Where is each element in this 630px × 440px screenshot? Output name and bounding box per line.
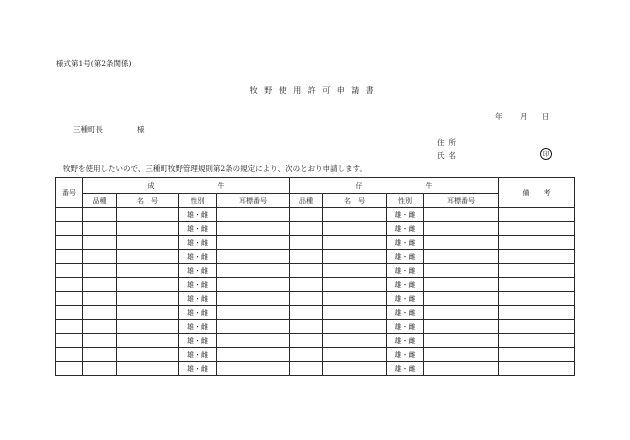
cell-adult-sex: 雄・雌 [179,250,217,264]
table-header-row [56,178,575,194]
subheader-adult-sex: 性別 [179,194,217,208]
cell-adult-eartag[interactable] [217,306,290,320]
cell-adult-eartag[interactable] [217,334,290,348]
subheader-calf-eartag: 耳標番号 [424,194,499,208]
cell-calf-breed[interactable] [290,348,323,362]
cell-adult-name[interactable] [117,292,179,306]
cell-adult-eartag[interactable] [217,264,290,278]
seal-mark: 印 [540,148,552,160]
cell-adult-eartag[interactable] [217,278,290,292]
cell-calf-sex: 雄・雌 [387,208,424,222]
table-row [56,208,575,222]
cell-adult-sex: 雄・雌 [179,362,217,376]
cell-number[interactable] [56,208,83,222]
cell-calf-name[interactable] [323,222,387,236]
cell-adult-sex: 雄・雌 [179,320,217,334]
table-body [56,178,575,376]
cell-remarks[interactable] [499,320,575,334]
cell-number[interactable] [56,348,83,362]
cell-calf-name[interactable] [323,306,387,320]
header-calf: 仔 牛 [290,178,499,194]
header-number: 番号 [56,178,83,208]
addressee-suffix: 様 [137,125,145,134]
table-row [56,320,575,334]
cell-calf-name[interactable] [323,320,387,334]
cell-remarks[interactable] [499,222,575,236]
cell-adult-eartag[interactable] [217,292,290,306]
date-year-label: 年 [495,112,503,121]
table-row [56,278,575,292]
page-title: 牧野使用許可申請書 [249,86,381,95]
cell-calf-breed[interactable] [290,334,323,348]
cell-adult-eartag[interactable] [217,362,290,376]
cell-calf-breed[interactable] [290,236,323,250]
cell-adult-name[interactable] [117,278,179,292]
cell-adult-sex: 雄・雌 [179,208,217,222]
application-statement: 牧野を使用したいので、三種町牧野管理規則第2条の規定により、次のとおり申請します。 [63,164,368,173]
cell-adult-breed[interactable] [83,222,117,236]
subheader-adult-name: 名 号 [117,194,179,208]
cell-remarks[interactable] [499,236,575,250]
cell-adult-breed[interactable] [83,208,117,222]
table-row [56,236,575,250]
cell-calf-name[interactable] [323,362,387,376]
table-row [56,250,575,264]
cell-adult-name[interactable] [117,362,179,376]
cell-adult-sex: 雄・雌 [179,334,217,348]
cell-adult-sex: 雄・雌 [179,348,217,362]
cell-adult-name[interactable] [117,250,179,264]
cell-remarks[interactable] [499,292,575,306]
cell-calf-sex: 雄・雌 [387,236,424,250]
cell-calf-breed[interactable] [290,208,323,222]
cell-number[interactable] [56,222,83,236]
date-day-label: 日 [542,112,550,121]
table-row [56,306,575,320]
table-row [56,292,575,306]
cell-calf-eartag[interactable] [424,362,499,376]
cell-calf-eartag[interactable] [424,208,499,222]
cell-remarks[interactable] [499,278,575,292]
cell-adult-sex: 雄・雌 [179,278,217,292]
subheader-calf-name: 名 号 [323,194,387,208]
cell-number[interactable] [56,334,83,348]
cell-number[interactable] [56,362,83,376]
cell-calf-sex: 雄・雌 [387,348,424,362]
cell-calf-sex: 雄・雌 [387,278,424,292]
cell-adult-name[interactable] [117,334,179,348]
cell-calf-breed[interactable] [290,362,323,376]
cell-number[interactable] [56,306,83,320]
cell-adult-name[interactable] [117,264,179,278]
cell-adult-sex: 雄・雌 [179,222,217,236]
cell-number[interactable] [56,278,83,292]
cell-calf-sex: 雄・雌 [387,222,424,236]
cell-adult-eartag[interactable] [217,208,290,222]
header-adult-cattle: 成 牛 [83,178,290,194]
header-remarks: 備 考 [499,178,575,208]
cell-calf-sex: 雄・雌 [387,334,424,348]
cell-adult-sex: 雄・雌 [179,236,217,250]
cell-remarks[interactable] [499,362,575,376]
cell-adult-name[interactable] [117,348,179,362]
cell-adult-name[interactable] [117,320,179,334]
cell-calf-eartag[interactable] [424,264,499,278]
cell-remarks[interactable] [499,264,575,278]
cell-adult-sex: 雄・雌 [179,264,217,278]
cell-calf-breed[interactable] [290,306,323,320]
cell-calf-eartag[interactable] [424,278,499,292]
date-month-label: 月 [520,112,528,121]
cell-calf-eartag[interactable] [424,334,499,348]
address-label: 住所 [437,138,460,147]
cell-calf-breed[interactable] [290,320,323,334]
subheader-adult-eartag: 耳標番号 [217,194,290,208]
cell-number[interactable] [56,236,83,250]
cell-adult-breed[interactable] [83,320,117,334]
cell-number[interactable] [56,250,83,264]
livestock-table [55,177,575,376]
cell-number[interactable] [56,292,83,306]
cell-calf-eartag[interactable] [424,348,499,362]
cell-calf-breed[interactable] [290,222,323,236]
cell-calf-sex: 雄・雌 [387,362,424,376]
cell-number[interactable] [56,264,83,278]
subheader-calf-sex: 性別 [387,194,424,208]
cell-calf-name[interactable] [323,348,387,362]
table-row [56,264,575,278]
cell-remarks[interactable] [499,208,575,222]
cell-calf-name[interactable] [323,334,387,348]
table-row [56,222,575,236]
cell-calf-sex: 雄・雌 [387,292,424,306]
cell-calf-name[interactable] [323,236,387,250]
name-label: 氏名 [437,151,460,160]
cell-calf-name[interactable] [323,250,387,264]
cell-calf-name[interactable] [323,208,387,222]
cell-adult-sex: 雄・雌 [179,306,217,320]
cell-calf-breed[interactable] [290,250,323,264]
cell-calf-eartag[interactable] [424,236,499,250]
cell-calf-eartag[interactable] [424,320,499,334]
cell-remarks[interactable] [499,250,575,264]
cell-adult-eartag[interactable] [217,320,290,334]
cell-adult-sex: 雄・雌 [179,292,217,306]
cell-calf-name[interactable] [323,278,387,292]
cell-calf-breed[interactable] [290,264,323,278]
cell-calf-breed[interactable] [290,292,323,306]
cell-calf-sex: 雄・雌 [387,250,424,264]
cell-adult-name[interactable] [117,236,179,250]
subheader-calf-breed: 品種 [290,194,323,208]
cell-calf-sex: 雄・雌 [387,264,424,278]
cell-adult-eartag[interactable] [217,236,290,250]
table-row [56,334,575,348]
subheader-adult-breed: 品種 [83,194,117,208]
cell-calf-name[interactable] [323,264,387,278]
cell-remarks[interactable] [499,348,575,362]
cell-adult-eartag[interactable] [217,250,290,264]
cell-adult-breed[interactable] [83,362,117,376]
cell-calf-sex: 雄・雌 [387,306,424,320]
cell-calf-eartag[interactable] [424,250,499,264]
cell-adult-breed[interactable] [83,348,117,362]
form-number: 様式第1号(第2条関係) [56,59,132,68]
cell-calf-breed[interactable] [290,278,323,292]
cell-adult-name[interactable] [117,222,179,236]
cell-calf-name[interactable] [323,292,387,306]
cell-adult-name[interactable] [117,306,179,320]
cell-adult-breed[interactable] [83,334,117,348]
cell-remarks[interactable] [499,334,575,348]
table-row [56,362,575,376]
cell-adult-breed[interactable] [83,306,117,320]
cell-adult-name[interactable] [117,208,179,222]
addressee: 三種町長 [73,125,103,134]
cell-number[interactable] [56,320,83,334]
table-row [56,348,575,362]
cell-adult-eartag[interactable] [217,222,290,236]
cell-adult-breed[interactable] [83,250,117,264]
cell-adult-breed[interactable] [83,264,117,278]
cell-adult-breed[interactable] [83,292,117,306]
cell-adult-eartag[interactable] [217,348,290,362]
cell-calf-sex: 雄・雌 [387,320,424,334]
cell-calf-eartag[interactable] [424,222,499,236]
cell-remarks[interactable] [499,306,575,320]
cell-calf-eartag[interactable] [424,306,499,320]
cell-calf-eartag[interactable] [424,292,499,306]
table-subheader-row [56,194,575,208]
cell-adult-breed[interactable] [83,278,117,292]
cell-adult-breed[interactable] [83,236,117,250]
